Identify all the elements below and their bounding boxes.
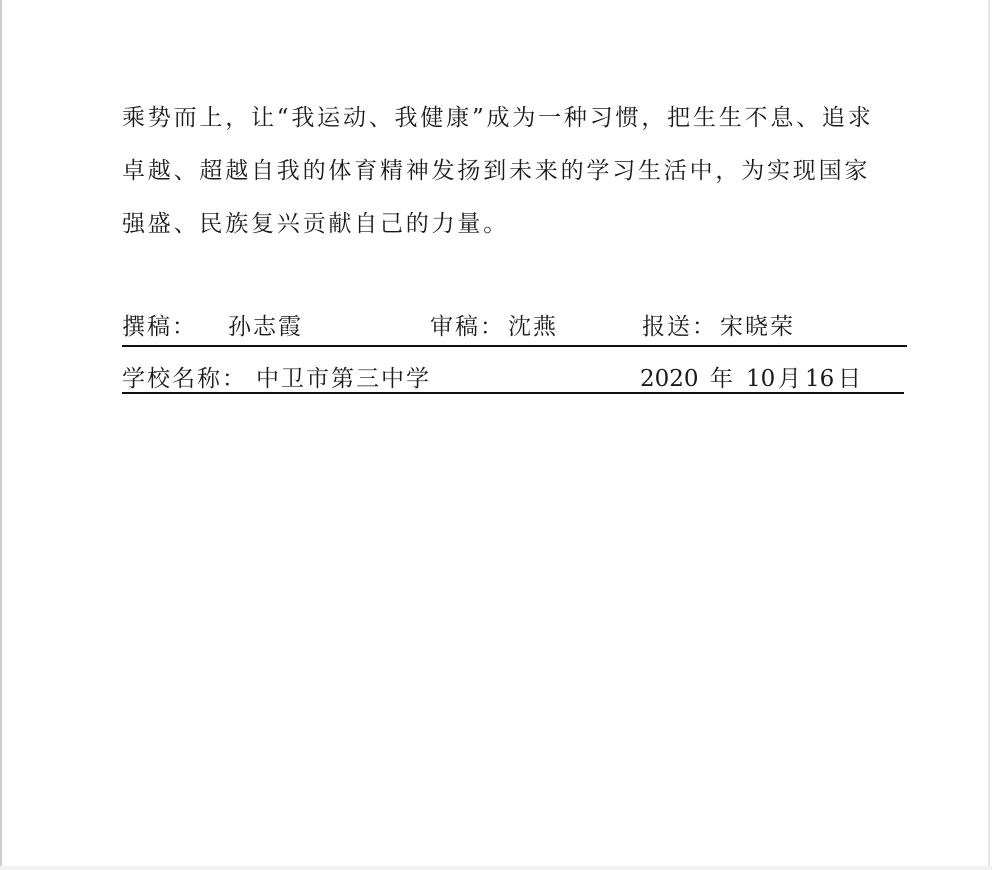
school-date-rule xyxy=(122,392,904,394)
credits-rule xyxy=(122,345,907,347)
date-month: 10 xyxy=(746,366,776,392)
date-month-unit: 月 xyxy=(778,366,803,392)
author-label: 撰稿： xyxy=(122,314,197,340)
reviewer-name: 沈燕 xyxy=(508,314,558,340)
school-label: 学校名称： xyxy=(122,366,247,392)
date-day: 16 xyxy=(805,366,835,392)
sender-name: 宋晓荣 xyxy=(720,314,795,340)
paragraph-line-1: 乘势而上，让“我运动、我健康”成为一种习惯，把生生不息、追求 xyxy=(122,105,874,131)
page-right-edge xyxy=(988,0,990,866)
sender-label: 报送： xyxy=(642,314,717,340)
author-name: 孙志霞 xyxy=(228,314,303,340)
page-left-edge xyxy=(0,0,2,866)
page-bottom-edge xyxy=(0,866,992,870)
reviewer-label: 审稿： xyxy=(430,314,505,340)
body-paragraph xyxy=(122,96,912,255)
credits-row xyxy=(122,307,907,347)
paragraph-line-2: 卓越、超越自我的体育精神发扬到未来的学习生活中，为实现国家 xyxy=(122,158,871,184)
paragraph-line-3: 强盛、民族复兴贡献自己的力量。 xyxy=(122,211,509,237)
school-name: 中卫市第三中学 xyxy=(256,366,431,392)
date-day-unit: 日 xyxy=(838,366,863,392)
date-year: 2020 xyxy=(640,366,699,392)
date-year-unit: 年 xyxy=(710,366,735,392)
